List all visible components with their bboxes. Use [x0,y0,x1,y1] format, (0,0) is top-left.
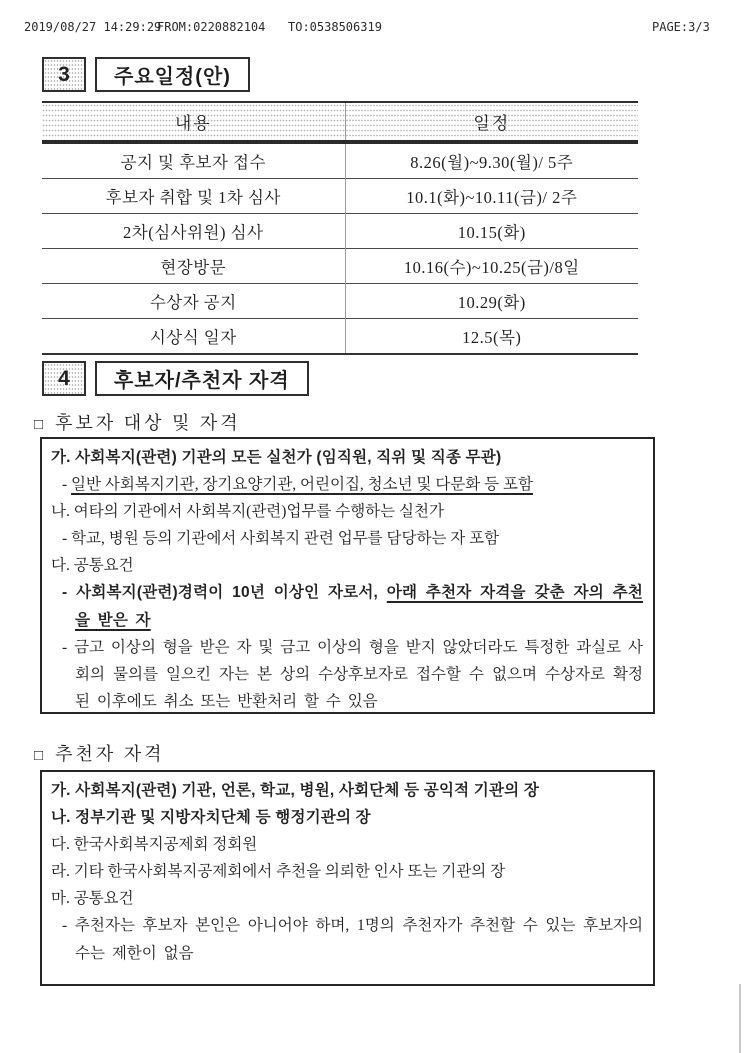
cell-date: 10.1(화)~10.11(금)/ 2주 [345,179,638,214]
na-detail-text: 학교, 병원 등의 기관에서 사회복지 관련 업무를 담당하는 자 포함 [71,530,500,548]
section4-title: 후보자/추천자 자격 [95,361,309,396]
candidate-item-ga-detail [51,471,643,498]
schedule-table [42,101,638,355]
cell-date: 10.29(화) [345,284,638,319]
cell-item: 현장방문 [42,249,345,284]
candidate-item-da: 다. 공통요건 [51,557,134,575]
recommender-subheading-label: 추천자 자격 [55,744,165,764]
recommender-item-ra: 라. 기타 한국사회복지공제회에서 추천을 의뢰한 인사 또는 기관의 장 [51,863,506,881]
dash-bullet: - [62,917,68,935]
cell-item: 2차(심사위원) 심사 [42,214,345,249]
section3-number-box: 3 [42,57,86,92]
dash-bullet: - [62,638,68,656]
checkbox-icon: □ [34,748,44,764]
candidate-item-na-detail [51,525,643,552]
table-row [42,284,638,319]
table-row [42,319,638,355]
dash-bullet: - [62,530,68,548]
section3-title: 주요일정(안) [95,57,250,92]
table-row [42,249,638,284]
recommender-item-ma: 마. 공통요건 [51,890,134,908]
career-requirement-text: 사회복지(관련)경력이 10년 이상인 자로서, [76,584,387,602]
column-header-content: 내용 [42,102,345,142]
recommender-item-ga: 가. 사회복지(관련) 기관, 언론, 학교, 병원, 사회단체 등 공익적 기관의 장 [51,782,539,799]
column-header-date: 일정 [345,102,638,142]
candidate-item-ga: 가. 사회복지(관련) 기관의 모든 실천가 (임직원, 직위 및 직종 무관) [51,449,502,466]
exclusion-clause-text: 금고 이상의 형을 받은 자 및 금고 이상의 형을 받지 않았더라도 특정한 과실로 사회의 물의를 일으킨 자는 본 상의 수상후보자로 접수할 수 없으며 수상자로 확정된 이후에도 취소 또는 반환처리 할 수 있음 [74,638,643,710]
underlined-scope-text: 일반 사회복지기관, 장기요양기관, 어린이집, 청소년 및 다문화 등 포함 [71,476,533,494]
recommender-qualification-box [40,770,655,986]
recommender-common-requirement [51,912,643,966]
fax-to-number: TO:0538506319 [288,20,382,34]
fax-page-indicator: PAGE:3/3 [652,20,710,34]
cell-item: 수상자 공지 [42,284,345,319]
candidate-exclusion-clause [51,634,643,715]
cell-item: 시상식 일자 [42,319,345,355]
table-row [42,142,638,179]
cell-item: 공지 및 후보자 접수 [120,153,266,172]
section4-number-box: 4 [42,361,86,396]
table-row [42,214,638,249]
dash-bullet: - [62,476,68,494]
candidate-common-requirement [51,579,643,633]
checkbox-icon: □ [34,417,44,433]
scan-artifact-line [739,984,741,1053]
fax-datetime: 2019/08/27 14:29:29 [24,20,162,34]
candidate-item-na: 나. 여타의 기관에서 사회복지(관련)업무를 수행하는 실천가 [51,503,444,521]
cell-date: 8.26(월)~9.30(월)/ 5주 [345,142,638,179]
schedule-header-row [42,102,638,142]
recommender-item-da: 다. 한국사회복지공제회 정회원 [51,836,258,854]
recommender-limit-text: 추천자는 후보자 본인은 아니어야 하며, 1명의 추천자가 추천할 수 있는 후보자의 수는 제한이 없음 [74,917,643,962]
candidate-subheading [34,409,241,435]
cell-date: 10.15(화) [345,214,638,249]
dash-bullet: - [62,584,68,602]
candidate-subheading-label: 후보자 대상 및 자격 [55,413,241,433]
candidate-qualification-box [40,437,655,714]
cell-date: 10.16(수)~10.25(금)/8일 [345,249,638,284]
fax-from-number: FROM:0220882104 [157,20,266,34]
recommender-item-na: 나. 정부기관 및 지방자치단체 등 행정기관의 장 [51,809,371,827]
cell-item: 후보자 취합 및 1차 심사 [42,179,345,214]
underlined-recommendation-text: 아래 추천자 자격을 갖춘 자의 추천을 받은 자 [75,584,643,629]
cell-date: 12.5(목) [345,319,638,355]
recommender-subheading [34,740,165,766]
table-row [42,179,638,214]
